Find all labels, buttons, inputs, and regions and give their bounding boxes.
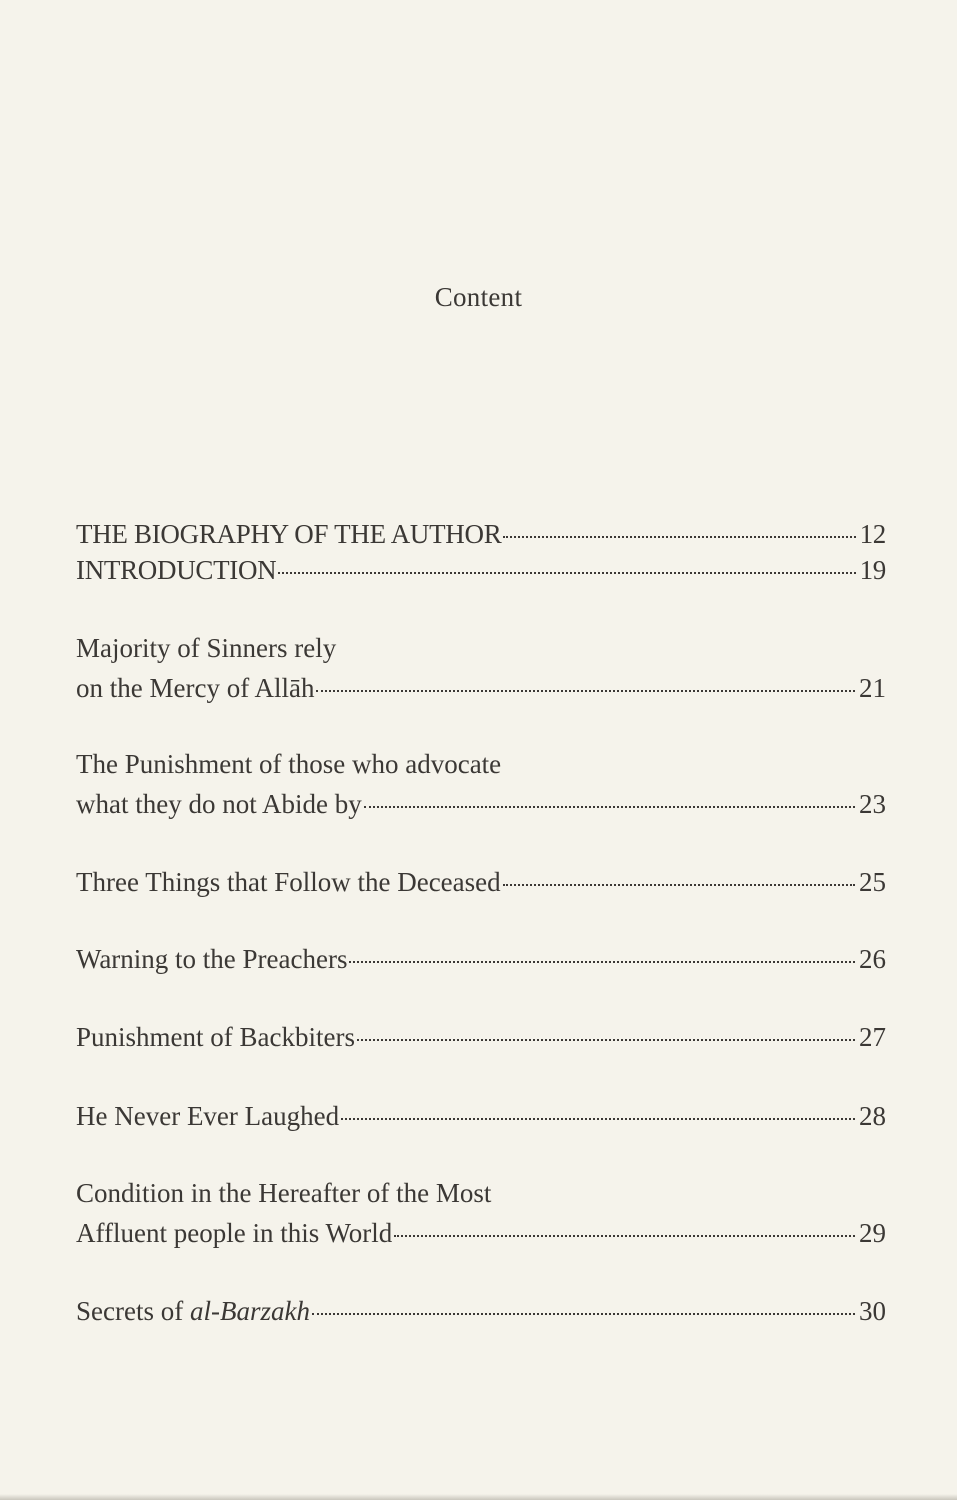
toc-entry-line bbox=[76, 668, 886, 708]
toc-entry-title: THE BIOGRAPHY OF THE AUTHOR bbox=[76, 519, 502, 549]
dot-leader bbox=[349, 961, 855, 963]
toc-entry-line bbox=[76, 514, 886, 554]
toc-entry-biography[interactable] bbox=[76, 514, 886, 554]
toc-entry-introduction[interactable] bbox=[76, 550, 886, 590]
toc-entry-title-line-2: what they do not Abide by bbox=[76, 789, 362, 819]
toc-entry-title: Three Things that Follow the Deceased bbox=[76, 867, 501, 897]
toc-page-number: 27 bbox=[859, 1022, 886, 1052]
toc-page-number: 19 bbox=[859, 555, 886, 585]
toc-entry-title: INTRODUCTION bbox=[76, 555, 277, 585]
toc-entry-title-line-1: The Punishment of those who advocate bbox=[76, 749, 502, 779]
toc-entry-never-laughed[interactable] bbox=[76, 1096, 886, 1136]
toc-entry-line bbox=[76, 628, 886, 668]
toc-entry-three-things[interactable] bbox=[76, 862, 886, 902]
dot-leader bbox=[394, 1235, 855, 1237]
dot-leader bbox=[316, 690, 855, 692]
toc-entry-line bbox=[76, 784, 886, 824]
toc-entry-title: Punishment of Backbiters bbox=[76, 1022, 355, 1052]
toc-entry-line bbox=[76, 1017, 886, 1057]
dot-leader bbox=[503, 884, 855, 886]
toc-page-number: 28 bbox=[859, 1101, 886, 1131]
toc-entry-punishment-of-advocates[interactable] bbox=[76, 744, 886, 824]
toc-entry-line bbox=[76, 1213, 886, 1253]
toc-entry-line bbox=[76, 1291, 886, 1331]
toc-page-number: 12 bbox=[859, 519, 886, 549]
toc-entry-condition-in-hereafter[interactable] bbox=[76, 1173, 886, 1253]
page-bottom-edge bbox=[0, 1494, 957, 1500]
toc-page-number: 21 bbox=[859, 673, 886, 703]
dot-leader bbox=[357, 1039, 855, 1041]
toc-page-number: 23 bbox=[859, 789, 886, 819]
dot-leader bbox=[341, 1118, 855, 1120]
dot-leader bbox=[503, 536, 855, 538]
toc-entry-warning-to-preachers[interactable] bbox=[76, 939, 886, 979]
toc-entry-title: He Never Ever Laughed bbox=[76, 1101, 340, 1131]
toc-entry-title-line-2: Affluent people in this World bbox=[76, 1218, 393, 1248]
toc-entry-title-prefix: Secrets of bbox=[76, 1296, 190, 1326]
toc-entry-line bbox=[76, 862, 886, 902]
dot-leader bbox=[364, 806, 855, 808]
toc-page-number: 26 bbox=[859, 944, 886, 974]
toc-entry-title: Warning to the Preachers bbox=[76, 944, 348, 974]
dot-leader bbox=[312, 1313, 855, 1315]
toc-entry-line bbox=[76, 1096, 886, 1136]
toc-entry-line bbox=[76, 744, 886, 784]
page-title: Content bbox=[434, 282, 523, 312]
toc-entry-title-line-1: Majority of Sinners rely bbox=[76, 633, 337, 663]
toc-entry-title-line-2: on the Mercy of Allāh bbox=[76, 673, 315, 703]
toc-page-number: 29 bbox=[859, 1218, 886, 1248]
toc-entry-majority-of-sinners[interactable] bbox=[76, 628, 886, 708]
toc-page-number: 25 bbox=[859, 867, 886, 897]
toc-page-number: 30 bbox=[859, 1296, 886, 1326]
toc-entry-line bbox=[76, 939, 886, 979]
toc-entry-title-italic-term: al-Barzakh bbox=[189, 1296, 310, 1326]
toc-entry-title bbox=[76, 1291, 310, 1331]
toc-entry-line bbox=[76, 550, 886, 590]
toc-entry-secrets-of-barzakh[interactable] bbox=[76, 1291, 886, 1331]
dot-leader bbox=[278, 572, 855, 574]
toc-entry-line bbox=[76, 1173, 886, 1213]
toc-entry-punishment-of-backbiters[interactable] bbox=[76, 1017, 886, 1057]
toc-entry-title-line-1: Condition in the Hereafter of the Most bbox=[76, 1178, 492, 1208]
